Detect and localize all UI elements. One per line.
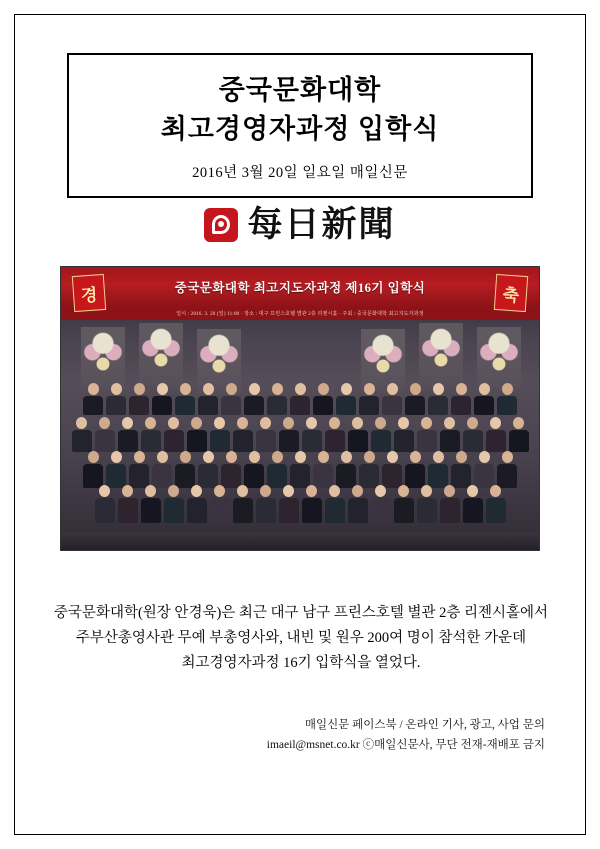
attendee-row (61, 417, 539, 452)
attendee (117, 417, 139, 452)
attendee-head (444, 417, 455, 429)
attendee-head (168, 485, 179, 497)
attendee-head (99, 485, 110, 497)
attendee-head (456, 383, 467, 395)
stage-banner-text: 중국문화대학 최고지도자과정 제16기 입학식 (174, 281, 426, 295)
attendee-head (157, 383, 168, 395)
attendee-body (256, 498, 276, 523)
attendee (404, 451, 426, 488)
attendee (496, 451, 518, 488)
attendee-head (341, 383, 352, 395)
attendee (473, 451, 495, 488)
attendee-head (387, 383, 398, 395)
attendee-body (382, 396, 402, 415)
attendee (151, 383, 173, 415)
attendee-body (474, 396, 494, 415)
attendee-head (502, 451, 513, 463)
attendee-body (497, 396, 517, 415)
attendee (220, 383, 242, 415)
attendee-body (417, 430, 437, 452)
attendee-head (214, 485, 225, 497)
decor-character-left: 경 (72, 274, 106, 312)
attendee-head (191, 417, 202, 429)
attendee-body (313, 396, 333, 415)
attendee-head (490, 417, 501, 429)
attendee (416, 417, 438, 452)
attendee-body (348, 430, 368, 452)
attendee (278, 485, 300, 523)
attendee-head (88, 383, 99, 395)
attendee (278, 417, 300, 452)
attendee (393, 417, 415, 452)
attendee (82, 383, 104, 415)
attendee-head (375, 417, 386, 429)
attendee (404, 383, 426, 415)
attendee-head (99, 417, 110, 429)
attendee-body (394, 498, 414, 523)
attendee-head (226, 383, 237, 395)
attendee-head (479, 383, 490, 395)
attendee-head (410, 451, 421, 463)
attendee-body (336, 396, 356, 415)
attendee-body (325, 430, 345, 452)
decor-character-right: 축 (494, 274, 528, 312)
attendee-head (364, 451, 375, 463)
attendee-head (180, 451, 191, 463)
publisher-logo (15, 204, 585, 245)
attendee (105, 451, 127, 488)
attendee-body (405, 396, 425, 415)
attendee (427, 383, 449, 415)
attendee-head (467, 485, 478, 497)
attendee-head (122, 417, 133, 429)
attendee-head (502, 383, 513, 395)
attendee-head (341, 451, 352, 463)
page-subtitle: 2016년 3월 20일 일요일 매일신문 (192, 165, 408, 182)
attendee (370, 485, 392, 523)
attendee (289, 383, 311, 415)
attendee-body (371, 498, 391, 523)
attendee-head (398, 485, 409, 497)
attendee-body (267, 396, 287, 415)
attendee (232, 417, 254, 452)
attendee (312, 383, 334, 415)
attendee (324, 485, 346, 523)
attendee-row (61, 485, 539, 523)
attendee (94, 485, 116, 523)
attendee-head (387, 451, 398, 463)
attendee-head (444, 485, 455, 497)
attendee-body (164, 430, 184, 452)
attendee (324, 417, 346, 452)
attendee-head (513, 417, 524, 429)
attendee (82, 451, 104, 488)
attendee-body (428, 396, 448, 415)
attendee-head (490, 485, 501, 497)
attendee-head (352, 417, 363, 429)
attendee (197, 451, 219, 488)
event-photo-image (61, 267, 539, 550)
attendee-head (318, 451, 329, 463)
attendee (94, 417, 116, 452)
attendee-body (221, 396, 241, 415)
attendee-body (175, 396, 195, 415)
attendee-head (260, 417, 271, 429)
attendee-head (283, 485, 294, 497)
attendee-row (61, 383, 539, 415)
attendee-head (157, 451, 168, 463)
attendee (117, 485, 139, 523)
attendee-head (352, 485, 363, 497)
attendee-body (348, 498, 368, 523)
attendee-body (141, 430, 161, 452)
attendee-head (433, 383, 444, 395)
attendee-body (256, 430, 276, 452)
attendee-body (233, 430, 253, 452)
attendee-head (134, 383, 145, 395)
attendee-head (191, 485, 202, 497)
stage-banner-subtext: 일시 : 2016. 3. 20 (일) 11:00 · 장소 : 대구 프린스호텔 별관 2층 리젠시홀 · 주최 : 중국문화대학 최고지도자과정 (61, 307, 539, 320)
attendee (439, 485, 461, 523)
attendee-body (451, 396, 471, 415)
document-inner (15, 15, 585, 834)
attendee (462, 417, 484, 452)
attendee-head (145, 417, 156, 429)
attendee-body (129, 396, 149, 415)
attendee-head (122, 485, 133, 497)
attendee (439, 417, 461, 452)
attendees-group (61, 387, 539, 550)
event-photo (60, 266, 540, 551)
attendee (266, 451, 288, 488)
attendee (140, 417, 162, 452)
attendee-body (72, 430, 92, 452)
attendee (462, 485, 484, 523)
attendee-body (325, 498, 345, 523)
attendee-body (95, 430, 115, 452)
attendee-head (88, 451, 99, 463)
attendee-body (394, 430, 414, 452)
article-body (45, 601, 557, 676)
attendee-head (214, 417, 225, 429)
attendee-head (272, 383, 283, 395)
attendee-head (375, 485, 386, 497)
page-title-line-2: 최고경영자과정 입학식 (160, 114, 440, 145)
attendee (312, 451, 334, 488)
attendee (370, 417, 392, 452)
attendee-head (283, 417, 294, 429)
document-page (14, 14, 586, 835)
attendee-head (318, 383, 329, 395)
attendee (243, 451, 265, 488)
attendee-head (145, 485, 156, 497)
attendee (71, 417, 93, 452)
attendee-head (168, 417, 179, 429)
attendee (209, 485, 231, 523)
article-body-line: 최고경영자과정 16기 입학식을 열었다. (181, 654, 421, 671)
attendee-head (433, 451, 444, 463)
attendee (105, 383, 127, 415)
attendee-head (306, 485, 317, 497)
publisher-logo-text: 每日新聞 (247, 204, 396, 245)
attendee-head (398, 417, 409, 429)
attendee-body (359, 396, 379, 415)
attendee-body (141, 498, 161, 523)
attendee (163, 417, 185, 452)
stage-banner (61, 267, 539, 307)
attendee (393, 485, 415, 523)
attendee-head (134, 451, 145, 463)
attendee-head (237, 485, 248, 497)
attendee-head (456, 451, 467, 463)
attendee-body (371, 430, 391, 452)
title-box (67, 53, 533, 198)
attendee (232, 485, 254, 523)
attendee-body (187, 498, 207, 523)
attendee (128, 451, 150, 488)
attendee-body (233, 498, 253, 523)
attendee-body (302, 498, 322, 523)
attendee (416, 485, 438, 523)
attendee (301, 485, 323, 523)
attendee-body (302, 430, 322, 452)
attendee-head (364, 383, 375, 395)
attendee (381, 383, 403, 415)
attendee-head (76, 417, 87, 429)
footer (125, 715, 545, 755)
attendee-head (111, 383, 122, 395)
attendee (335, 451, 357, 488)
attendee (485, 417, 507, 452)
attendee-head (479, 451, 490, 463)
attendee-head (249, 451, 260, 463)
attendee (255, 485, 277, 523)
attendee-body (152, 396, 172, 415)
attendee (243, 383, 265, 415)
attendee-head (467, 417, 478, 429)
attendee-body (279, 430, 299, 452)
attendee (427, 451, 449, 488)
attendee-head (203, 383, 214, 395)
attendee-body (486, 498, 506, 523)
attendee (358, 383, 380, 415)
attendee (174, 383, 196, 415)
attendee-body (83, 396, 103, 415)
attendee-head (410, 383, 421, 395)
attendee (163, 485, 185, 523)
attendee-head (203, 451, 214, 463)
attendee-body (440, 430, 460, 452)
attendee-head (306, 417, 317, 429)
attendee-head (111, 451, 122, 463)
attendee-body (210, 430, 230, 452)
maeil-sinmun-logo-mark-icon (204, 208, 238, 242)
attendee (140, 485, 162, 523)
attendee (347, 417, 369, 452)
attendee (220, 451, 242, 488)
attendee-body (486, 430, 506, 452)
attendee-body (463, 498, 483, 523)
attendee-row (61, 451, 539, 488)
attendee (450, 383, 472, 415)
attendee-body (95, 498, 115, 523)
attendee-body (440, 498, 460, 523)
attendee (151, 451, 173, 488)
page-title-line-1: 중국문화대학 (218, 75, 382, 105)
article-body-line: 중국문화대학(원장 안경욱)은 최근 대구 남구 프린스호텔 별관 2층 리젠시홀에서 (53, 605, 549, 621)
attendee (335, 383, 357, 415)
article-body-line: 주부산총영사관 무예 부총영사와, 내빈 및 원우 200여 명이 참석한 가운데 (75, 629, 527, 646)
attendee-body (198, 396, 218, 415)
attendee-body (164, 498, 184, 523)
attendee-body (210, 498, 230, 523)
attendee (186, 417, 208, 452)
attendee-body (417, 498, 437, 523)
attendee (496, 383, 518, 415)
attendee-head (237, 417, 248, 429)
attendee (209, 417, 231, 452)
attendee-head (295, 451, 306, 463)
attendee-head (421, 417, 432, 429)
attendee (289, 451, 311, 488)
attendee (473, 383, 495, 415)
attendee-body (279, 498, 299, 523)
attendee-body (106, 396, 126, 415)
attendee-body (463, 430, 483, 452)
attendee-head (329, 417, 340, 429)
footer-line-copyright: imaeil@msnet.co.kr ⓒ매일신문사, 무단 전재-재배포 금지 (266, 739, 545, 752)
attendee-body (187, 430, 207, 452)
attendee (174, 451, 196, 488)
attendee-body (509, 430, 529, 452)
attendee (485, 485, 507, 523)
attendee-head (295, 383, 306, 395)
attendee-head (180, 383, 191, 395)
attendee (186, 485, 208, 523)
stage-floor (61, 532, 539, 550)
attendee (450, 451, 472, 488)
attendee (255, 417, 277, 452)
attendee-head (329, 485, 340, 497)
attendee (301, 417, 323, 452)
attendee-body (290, 396, 310, 415)
attendee (358, 451, 380, 488)
attendee (381, 451, 403, 488)
attendee-head (421, 485, 432, 497)
attendee (347, 485, 369, 523)
attendee-body (244, 396, 264, 415)
attendee (266, 383, 288, 415)
attendee-body (118, 498, 138, 523)
footer-line-contact: 매일신문 페이스북 / 온라인 기사, 광고, 사업 문의 (304, 719, 545, 731)
attendee-head (249, 383, 260, 395)
attendee (508, 417, 530, 452)
attendee (197, 383, 219, 415)
attendee-head (226, 451, 237, 463)
attendee-head (272, 451, 283, 463)
attendee (128, 383, 150, 415)
attendee-head (260, 485, 271, 497)
attendee-body (118, 430, 138, 452)
